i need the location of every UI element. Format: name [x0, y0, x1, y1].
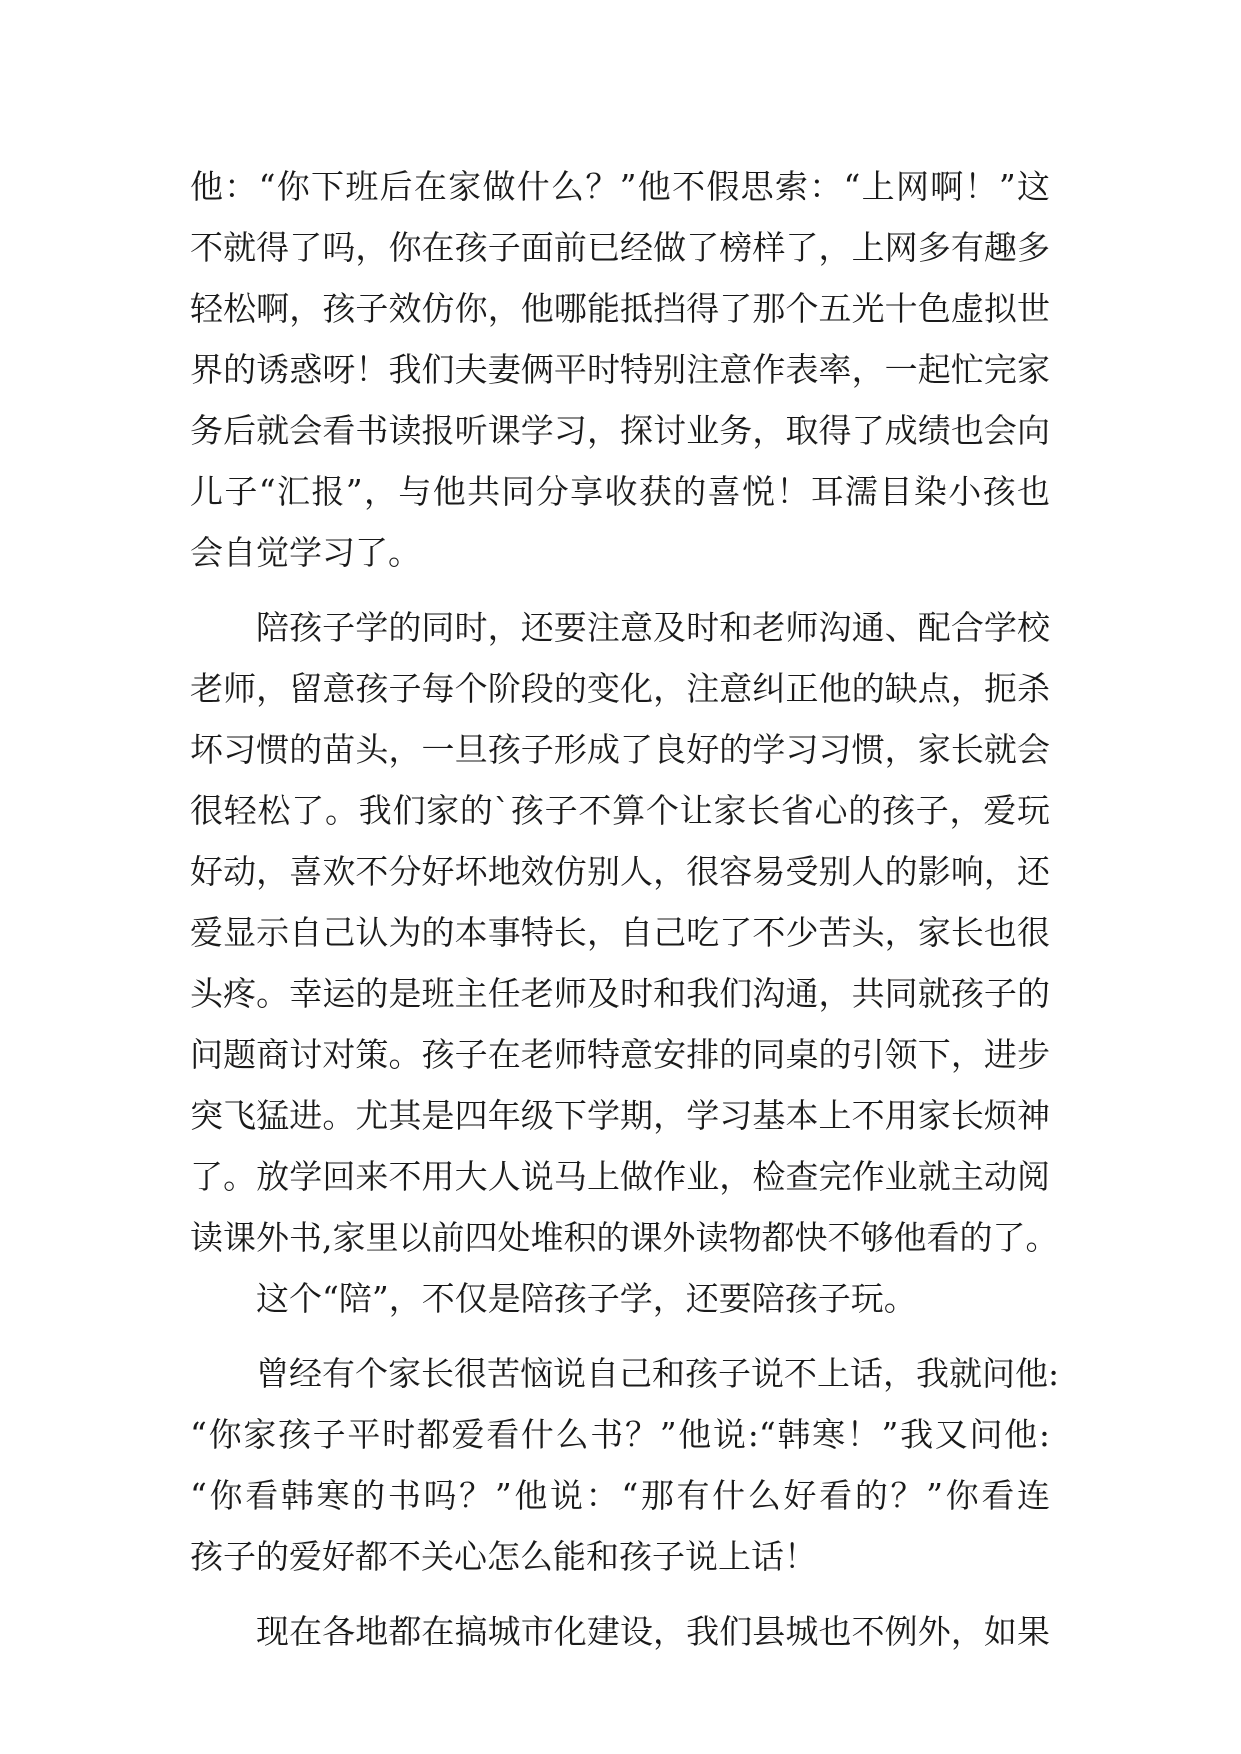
- paragraph-line: 孩子的爱好都不关心怎么能和孩子说上话！: [190, 1537, 817, 1576]
- paragraph-line: 会自觉学习了。: [190, 533, 421, 572]
- paragraph-line: 老师，留意孩子每个阶段的变化，注意纠正他的缺点，扼杀: [190, 669, 1050, 708]
- document-body: [190, 156, 1060, 1662]
- paragraph-gap: [190, 1329, 1050, 1343]
- paragraph-line: 轻松啊，孩子效仿你，他哪能抵挡得了那个五光十色虚拟世: [190, 289, 1050, 328]
- paragraph-line: 这个“陪”，不仅是陪孩子学，还要陪孩子玩。: [256, 1279, 917, 1318]
- paragraph-line: “你看韩寒的书吗？”他说：“那有什么好看的？”你看连: [190, 1476, 1050, 1515]
- paragraph-line: 他：“你下班后在家做什么？”他不假思索：“上网啊！”这: [190, 167, 1050, 206]
- paragraph-line: 问题商讨对策。孩子在老师特意安排的同桌的引领下，进步: [190, 1035, 1050, 1074]
- paragraph-line: 现在各地都在搞城市化建设，我们县城也不例外，如果: [256, 1612, 1050, 1651]
- paragraph-gap: [190, 583, 1050, 597]
- paragraph-gap: [190, 1587, 1050, 1601]
- paragraph-line: 界的诱惑呀！我们夫妻俩平时特别注意作表率，一起忙完家: [190, 350, 1050, 389]
- paragraph-line: 爱显示自己认为的本事特长，自己吃了不少苦头，家长也很: [190, 913, 1050, 952]
- paragraph-line: 读课外书,家里以前四处堆积的课外读物都快不够他看的了。: [190, 1218, 1059, 1257]
- paragraph-line: 突飞猛进。尤其是四年级下学期，学习基本上不用家长烦神: [190, 1096, 1050, 1135]
- paragraph-line: 曾经有个家长很苦恼说自己和孩子说不上话，我就问他:: [256, 1354, 1060, 1393]
- paragraph-line: 坏习惯的苗头，一旦孩子形成了良好的学习习惯，家长就会: [190, 730, 1050, 769]
- paragraph-line: 儿子“汇报”，与他共同分享收获的喜悦！耳濡目染小孩也: [190, 472, 1050, 511]
- paragraph-line: 不就得了吗，你在孩子面前已经做了榜样了，上网多有趣多: [190, 228, 1050, 267]
- paragraph-line: 很轻松了。我们家的`孩子不算个让家长省心的孩子，爱玩: [190, 791, 1050, 830]
- paragraph-line: 了。放学回来不用大人说马上做作业，检查完作业就主动阅: [190, 1157, 1050, 1196]
- paragraph-line: “你家孩子平时都爱看什么书？”他说:“韩寒！”我又问他:: [190, 1415, 1050, 1454]
- paragraph-line: 好动，喜欢不分好坏地效仿别人，很容易受别人的影响，还: [190, 852, 1050, 891]
- paragraph-line: 陪孩子学的同时，还要注意及时和老师沟通、配合学校: [256, 608, 1050, 647]
- paragraph-line: 头疼。幸运的是班主任老师及时和我们沟通，共同就孩子的: [190, 974, 1050, 1013]
- paragraph-line: 务后就会看书读报听课学习，探讨业务，取得了成绩也会向: [190, 411, 1050, 450]
